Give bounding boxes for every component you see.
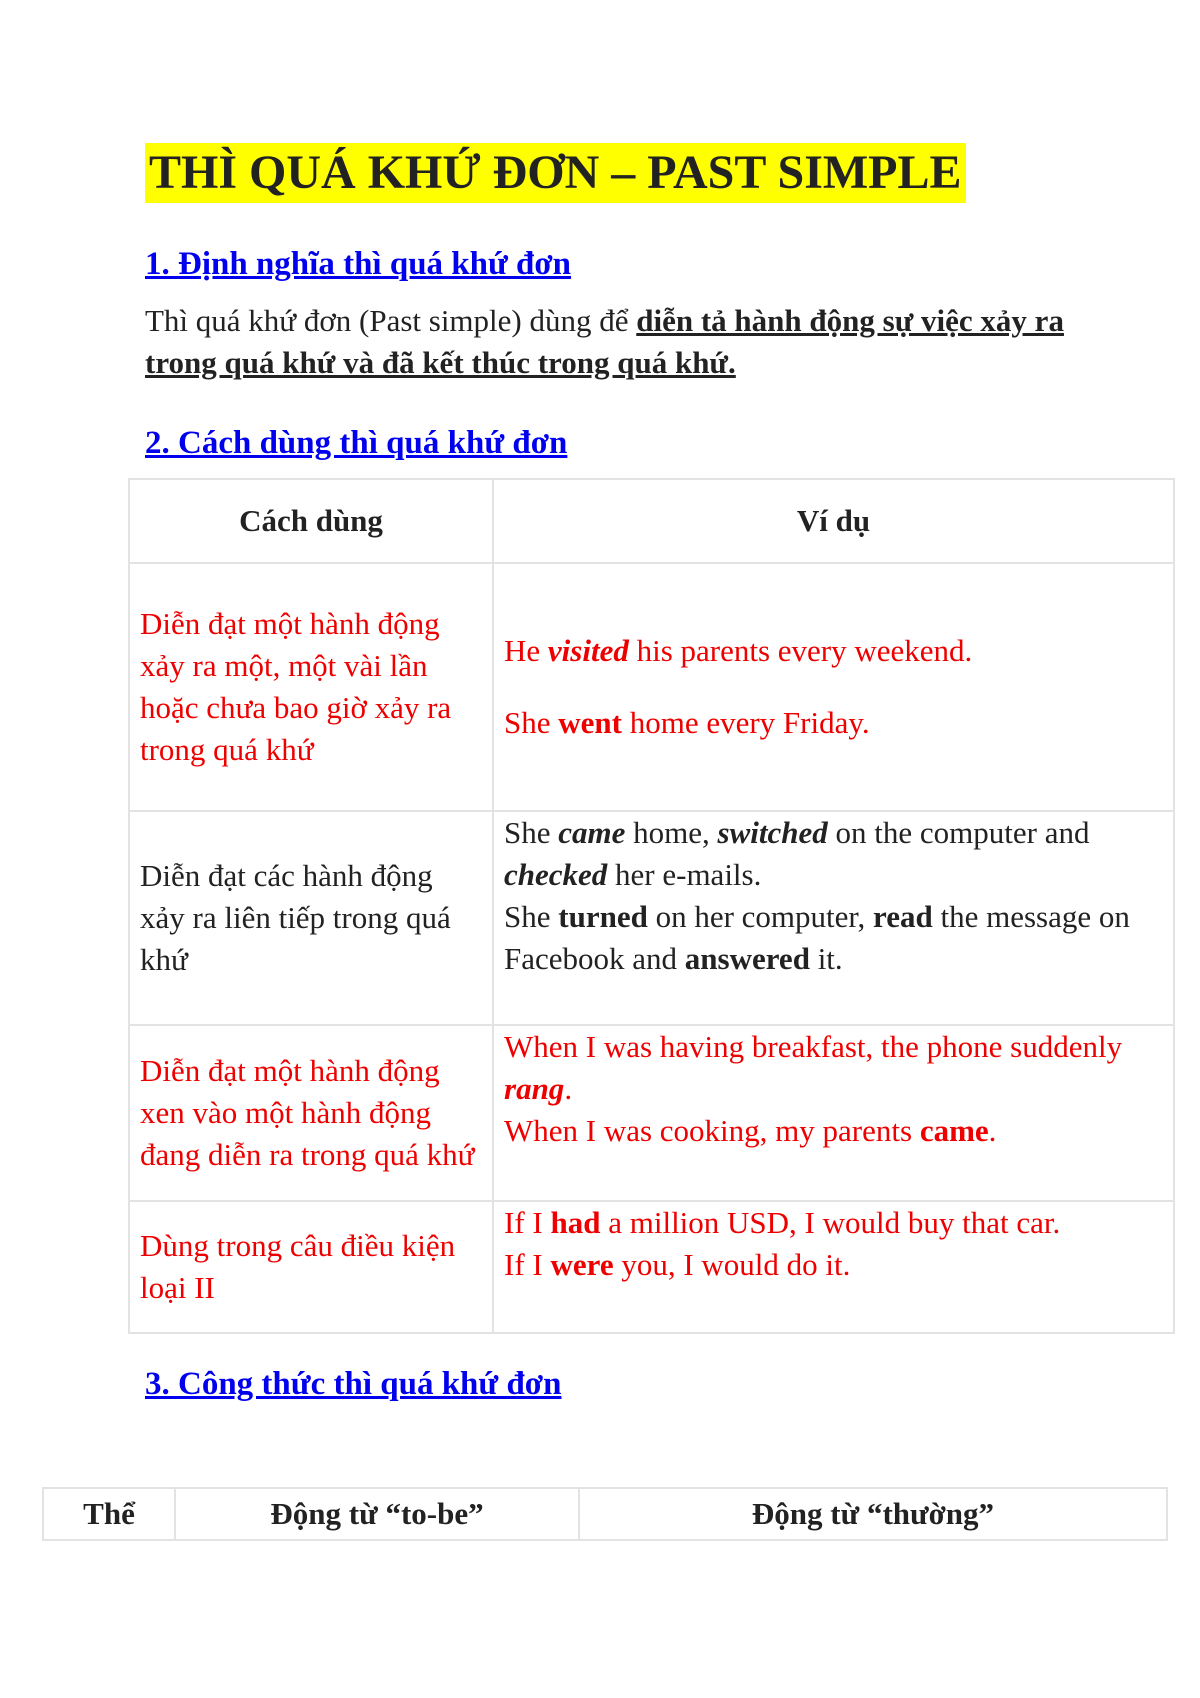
example-column-header: Ví dụ (493, 479, 1174, 563)
example-sentence: When I was cooking, my parents came. (504, 1113, 997, 1148)
usage-table (128, 478, 1175, 1334)
example-cell (493, 563, 1174, 811)
usage-cell: Diễn đạt các hành động xảy ra liên tiếp trong quá khứ (129, 811, 493, 1025)
example-cell (493, 1025, 1174, 1201)
regular-verb-column-header: Động từ “thường” (579, 1488, 1167, 1540)
example-sentence: When I was having breakfast, the phone suddenly rang. (504, 1029, 1123, 1106)
example-sentence: She went home every Friday. (504, 705, 870, 740)
form-column-header: Thể (43, 1488, 175, 1540)
table-row (129, 1025, 1174, 1201)
to-be-column-header: Động từ “to-be” (175, 1488, 579, 1540)
page-title: THÌ QUÁ KHỨ ĐƠN – PAST SIMPLE (145, 143, 966, 203)
table-row (129, 1201, 1174, 1333)
section-1-heading: 1. Định nghĩa thì quá khứ đơn (145, 246, 572, 282)
table-row (129, 811, 1174, 1025)
example-cell (493, 1201, 1174, 1333)
formula-table (42, 1487, 1168, 1541)
usage-column-header: Cách dùng (129, 479, 493, 563)
definition-paragraph (145, 300, 1075, 384)
table-row (129, 563, 1174, 811)
example-sentence: If I were you, I would do it. (504, 1247, 851, 1282)
example-sentence: If I had a million USD, I would buy that car. (504, 1205, 1061, 1240)
example-cell (493, 811, 1174, 1025)
section-3-heading: 3. Công thức thì quá khứ đơn (145, 1366, 562, 1402)
definition-emphasis: diễn tả hành động sự việc xảy ra trong quá khứ và đã kết thúc trong quá khứ. (145, 303, 1064, 380)
example-sentence: She turned on her computer, read the message on Facebook and answered it. (504, 899, 1130, 976)
definition-text: Thì quá khứ đơn (Past simple) dùng để (145, 303, 637, 338)
example-sentence: She came home, switched on the computer and checked her e-mails. (504, 815, 1090, 892)
example-sentence: He visited his parents every weekend. (504, 633, 973, 668)
section-2-heading: 2. Cách dùng thì quá khứ đơn (145, 425, 568, 461)
usage-cell: Diễn đạt một hành động xảy ra một, một vài lần hoặc chưa bao giờ xảy ra trong quá khứ (129, 563, 493, 811)
usage-cell: Diễn đạt một hành động xen vào một hành động đang diễn ra trong quá khứ (129, 1025, 493, 1201)
formula-table-header-row (43, 1488, 1167, 1540)
usage-cell: Dùng trong câu điều kiện loại II (129, 1201, 493, 1333)
usage-table-header-row (129, 479, 1174, 563)
